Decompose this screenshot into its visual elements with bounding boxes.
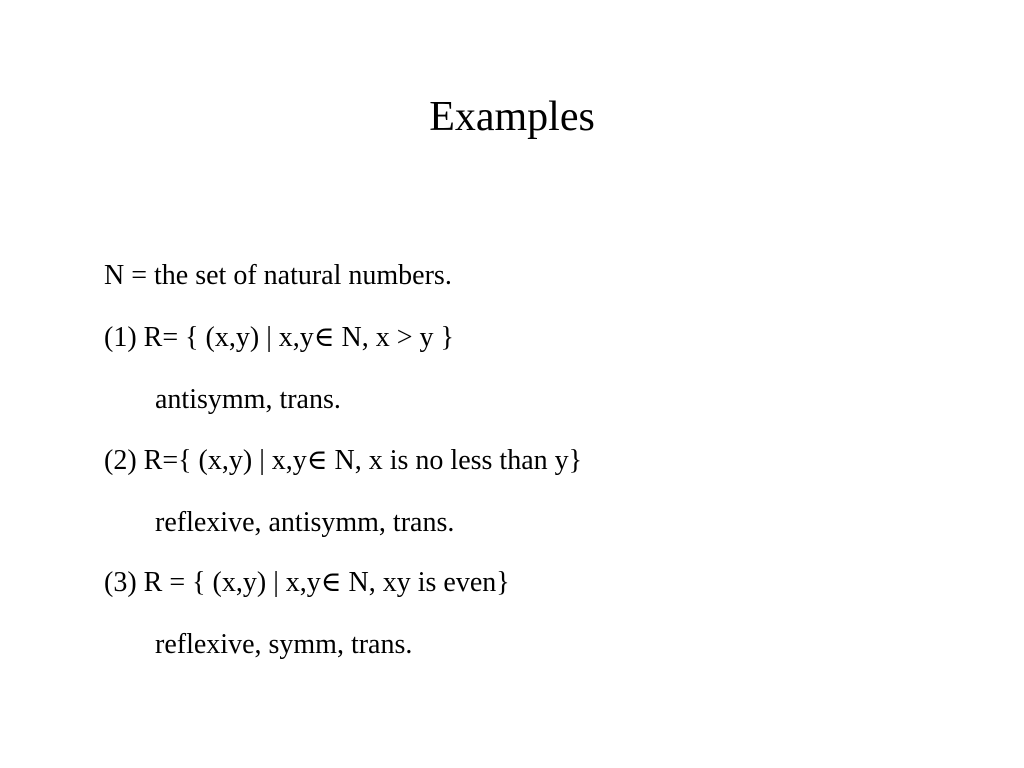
slide-title: Examples — [429, 94, 595, 140]
example-1-properties: antisymm, trans. — [155, 384, 341, 415]
example-2-properties: reflexive, antisymm, trans. — [155, 507, 455, 538]
example-1-relation: (1) R= { (x,y) | x,y∈ N, x > y } — [104, 322, 454, 353]
example-2-relation: (2) R={ (x,y) | x,y∈ N, x is no less than y} — [104, 445, 583, 476]
example-3-properties: reflexive, symm, trans. — [155, 629, 413, 660]
example-3-relation: (3) R = { (x,y) | x,y∈ N, xy is even} — [104, 567, 510, 598]
definition-line: N = the set of natural numbers. — [104, 260, 452, 291]
